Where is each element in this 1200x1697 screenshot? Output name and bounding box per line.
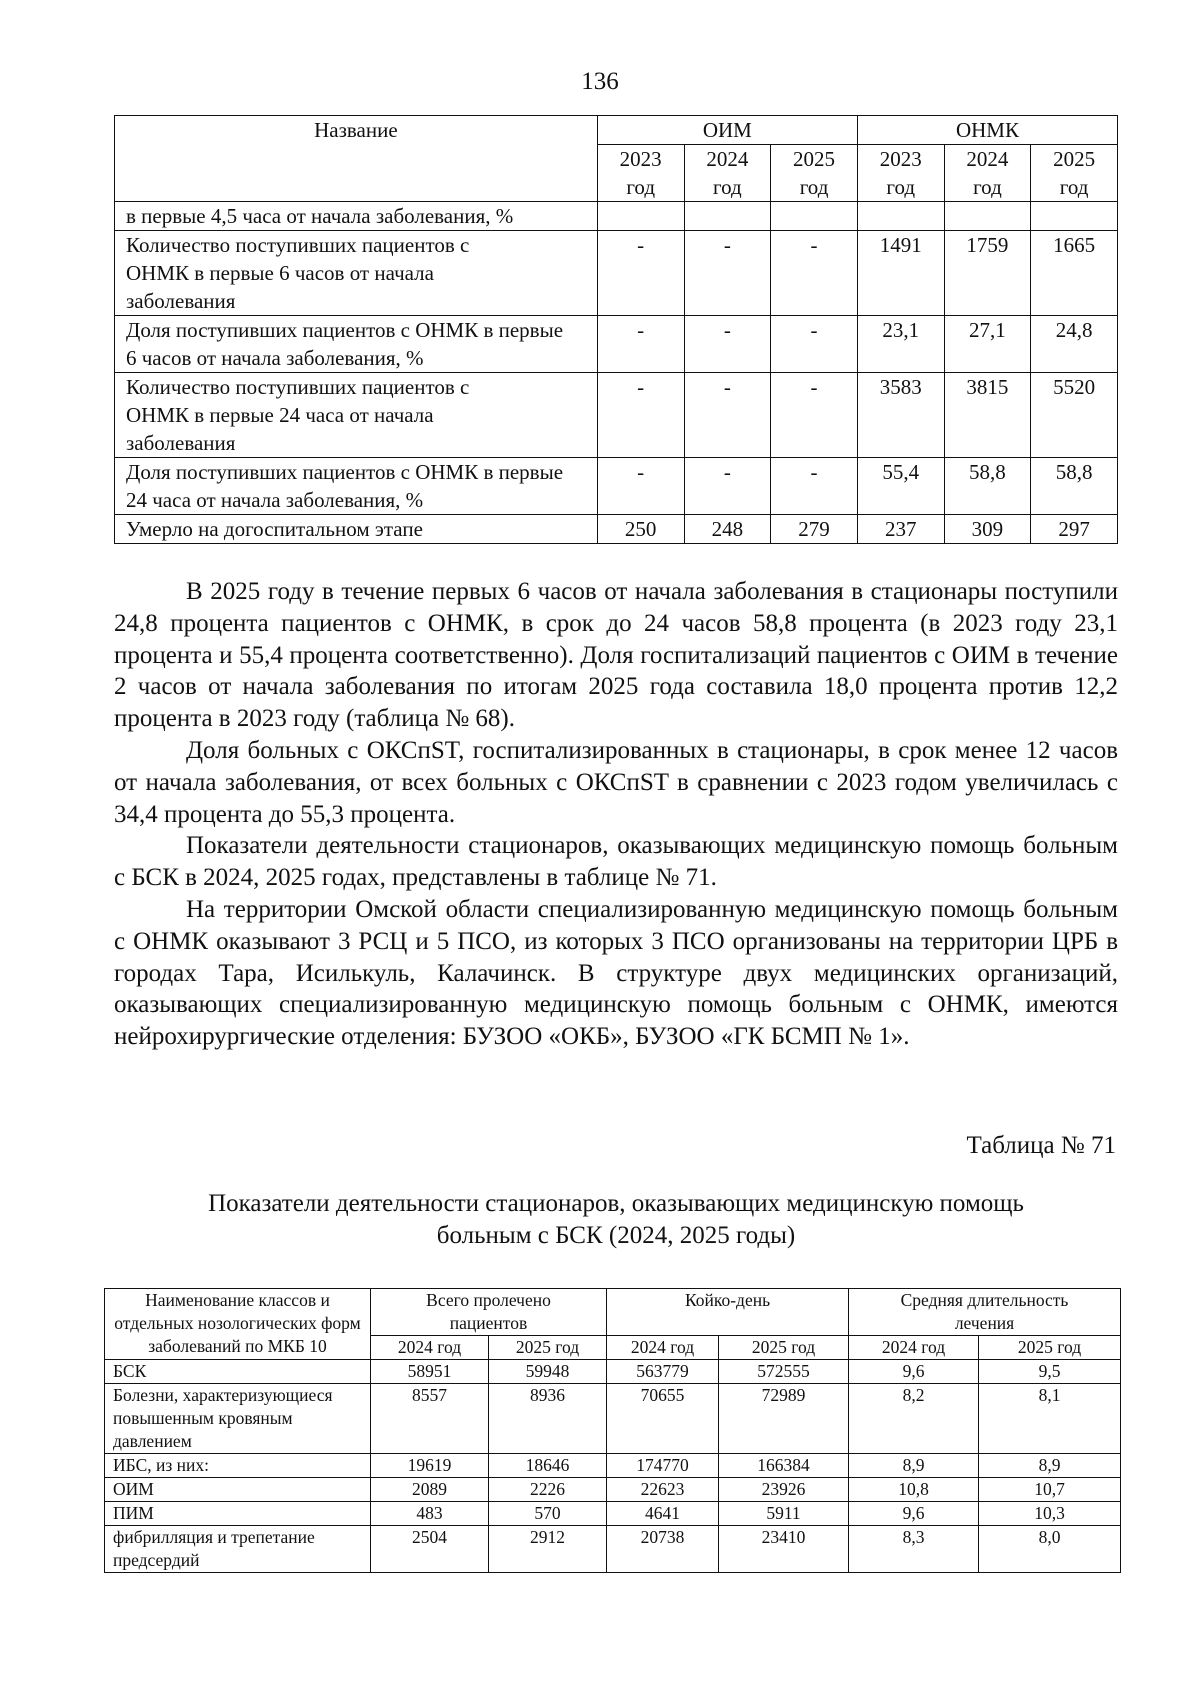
cell-value: 1759 bbox=[944, 231, 1031, 316]
cell-value: 5911 bbox=[719, 1502, 849, 1526]
table-row bbox=[105, 1502, 1121, 1526]
cell-value: - bbox=[597, 231, 684, 316]
cell-value: 297 bbox=[1031, 515, 1118, 544]
cell-value: 279 bbox=[771, 515, 858, 544]
cell-value: - bbox=[684, 373, 771, 458]
cell-value: 10,3 bbox=[979, 1502, 1121, 1526]
cell-value: 572555 bbox=[719, 1360, 849, 1384]
year-header: 2024 год bbox=[371, 1336, 489, 1360]
column-group-treated: Всего пролечено пациентов bbox=[371, 1289, 607, 1336]
cell-value: 55,4 bbox=[857, 458, 944, 515]
table-row bbox=[115, 373, 1118, 458]
cell-value: 8936 bbox=[489, 1384, 607, 1454]
table-row bbox=[115, 515, 1118, 544]
cell-value bbox=[944, 202, 1031, 231]
cell-value: 2226 bbox=[489, 1478, 607, 1502]
year-header: 2025 год bbox=[719, 1336, 849, 1360]
cell-value: 10,7 bbox=[979, 1478, 1121, 1502]
cell-value: 3815 bbox=[944, 373, 1031, 458]
table-header-row bbox=[115, 116, 1118, 145]
cell-value: 20738 bbox=[607, 1526, 719, 1573]
year-header: 2024 год bbox=[944, 145, 1031, 202]
table-row bbox=[105, 1526, 1121, 1573]
cell-value: 1491 bbox=[857, 231, 944, 316]
column-group-bed-days: Койко-день bbox=[607, 1289, 849, 1336]
row-name: в первые 4,5 часа от начала заболевания, % bbox=[115, 202, 598, 231]
cell-value bbox=[597, 202, 684, 231]
row-name: Болезни, характеризующиеся повышенным кровяным давлением bbox=[105, 1384, 371, 1454]
cell-value: - bbox=[771, 231, 858, 316]
paragraph: Показатели деятельности стационаров, оказывающих медицинскую помощь больным с БСК в 2024, 2025 годах, представлены в таблице № 71. bbox=[114, 832, 1118, 892]
cell-value: 8557 bbox=[371, 1384, 489, 1454]
cell-value: 5520 bbox=[1031, 373, 1118, 458]
cell-value: - bbox=[684, 458, 771, 515]
cell-value: - bbox=[597, 373, 684, 458]
table-row bbox=[105, 1360, 1121, 1384]
year-header: 2024 год bbox=[607, 1336, 719, 1360]
table-row bbox=[115, 316, 1118, 373]
cell-value: 2504 bbox=[371, 1526, 489, 1573]
cell-value: - bbox=[684, 231, 771, 316]
cell-value: 8,2 bbox=[849, 1384, 979, 1454]
cell-value: - bbox=[771, 316, 858, 373]
column-group-onmk: ОНМК bbox=[857, 116, 1117, 145]
cell-value bbox=[771, 202, 858, 231]
table-row bbox=[105, 1454, 1121, 1478]
cell-value: 237 bbox=[857, 515, 944, 544]
row-name: БСК bbox=[105, 1360, 371, 1384]
cell-value: 9,5 bbox=[979, 1360, 1121, 1384]
year-header: 2025 год bbox=[771, 145, 858, 202]
bsk-hospital-table bbox=[104, 1288, 1121, 1573]
cell-value: 3583 bbox=[857, 373, 944, 458]
cell-value: - bbox=[771, 373, 858, 458]
table-row bbox=[105, 1478, 1121, 1502]
row-name: Умерло на догоспитальном этапе bbox=[115, 515, 598, 544]
cell-value: 8,9 bbox=[979, 1454, 1121, 1478]
year-header: 2025 год bbox=[489, 1336, 607, 1360]
cell-value bbox=[684, 202, 771, 231]
year-header: 2023 год bbox=[857, 145, 944, 202]
year-header: 2023 год bbox=[597, 145, 684, 202]
cell-value: 27,1 bbox=[944, 316, 1031, 373]
cell-value: 9,6 bbox=[849, 1360, 979, 1384]
row-name: Количество поступивших пациентов с ОНМК в первые 24 часа от начала заболевания bbox=[115, 373, 598, 458]
cell-value: 166384 bbox=[719, 1454, 849, 1478]
cell-value: - bbox=[597, 316, 684, 373]
cell-value: 23410 bbox=[719, 1526, 849, 1573]
year-header: 2024 год bbox=[684, 145, 771, 202]
column-header-name: Название bbox=[115, 116, 598, 202]
cell-value: - bbox=[771, 458, 858, 515]
cell-value: 70655 bbox=[607, 1384, 719, 1454]
body-text bbox=[114, 576, 1118, 1053]
year-header: 2024 год bbox=[849, 1336, 979, 1360]
cell-value: 23,1 bbox=[857, 316, 944, 373]
row-name: ОИМ bbox=[105, 1478, 371, 1502]
page-number: 136 bbox=[581, 68, 619, 95]
table-row bbox=[105, 1384, 1121, 1454]
table-title bbox=[114, 1188, 1118, 1252]
cell-value: 4641 bbox=[607, 1502, 719, 1526]
cell-value: 2089 bbox=[371, 1478, 489, 1502]
cell-value: 1665 bbox=[1031, 231, 1118, 316]
cell-value: 22623 bbox=[607, 1478, 719, 1502]
column-group-oim: ОИМ bbox=[597, 116, 857, 145]
cell-value: - bbox=[684, 316, 771, 373]
cell-value: 24,8 bbox=[1031, 316, 1118, 373]
paragraph: В 2025 году в течение первых 6 часов от начала заболевания в стационары поступили 24,8 процента пациентов с ОНМК, в срок до 24 часов 58,8 процента (в 2023 году 23,1 процента и 55,4 процента соответственно). Доля госпитализаций пациентов с ОИМ в течение 2 часов от начала заболевания по итогам 2025 года составила 18,0 процента против 12,2 процента в 2023 году (таблица № 68). bbox=[114, 578, 1118, 733]
cell-value: 8,3 bbox=[849, 1526, 979, 1573]
table-label: Таблица № 71 bbox=[966, 1132, 1116, 1159]
cell-value: 8,1 bbox=[979, 1384, 1121, 1454]
year-header: 2025 год bbox=[1031, 145, 1118, 202]
cell-value: 19619 bbox=[371, 1454, 489, 1478]
cell-value: 563779 bbox=[607, 1360, 719, 1384]
cell-value: 2912 bbox=[489, 1526, 607, 1573]
cell-value: 10,8 bbox=[849, 1478, 979, 1502]
cell-value: 250 bbox=[597, 515, 684, 544]
row-name: ПИМ bbox=[105, 1502, 371, 1526]
cell-value: 72989 bbox=[719, 1384, 849, 1454]
table-row bbox=[115, 202, 1118, 231]
cell-value: 9,6 bbox=[849, 1502, 979, 1526]
cell-value: 570 bbox=[489, 1502, 607, 1526]
table-header-row bbox=[105, 1289, 1121, 1336]
cell-value: 59948 bbox=[489, 1360, 607, 1384]
cell-value: 248 bbox=[684, 515, 771, 544]
cell-value: 8,0 bbox=[979, 1526, 1121, 1573]
cell-value: 18646 bbox=[489, 1454, 607, 1478]
cell-value: 8,9 bbox=[849, 1454, 979, 1478]
cell-value bbox=[857, 202, 944, 231]
paragraph: Доля больных с ОКСпST, госпитализированных в стационары, в срок менее 12 часов от начала заболевания, от всех больных с ОКСпST в сравнении с 2023 годом увеличилась с 34,4 процента до 55,3 процента. bbox=[114, 736, 1118, 828]
table-title-line: больным с БСК (2024, 2025 годы) bbox=[436, 1222, 796, 1249]
table-row bbox=[115, 231, 1118, 316]
cell-value: 58,8 bbox=[944, 458, 1031, 515]
table-row bbox=[115, 458, 1118, 515]
column-group-duration: Средняя длительность лечения bbox=[849, 1289, 1121, 1336]
cell-value: 58951 bbox=[371, 1360, 489, 1384]
paragraph: На территории Омской области специализированную медицинскую помощь больным с ОНМК оказывают 3 РСЦ и 5 ПСО, из которых 3 ПСО организованы на территории ЦРБ в городах Тара, Исилькуль, Калачинск. В структуре двух медицинских организаций, оказывающих специализированную медицинскую помощь больным с ОНМК, имеются нейрохирургические отделения: БУЗОО «ОКБ», БУЗОО «ГК БСМП № 1». bbox=[114, 895, 1118, 1051]
cell-value: - bbox=[597, 458, 684, 515]
row-name: Доля поступивших пациентов с ОНМК в первые 24 часа от начала заболевания, % bbox=[115, 458, 598, 515]
year-header: 2025 год bbox=[979, 1336, 1121, 1360]
row-name: Доля поступивших пациентов с ОНМК в первые 6 часов от начала заболевания, % bbox=[115, 316, 598, 373]
cell-value: 309 bbox=[944, 515, 1031, 544]
column-header-name: Наименование классов и отдельных нозологических форм заболеваний по МКБ 10 bbox=[105, 1289, 371, 1360]
cell-value bbox=[1031, 202, 1118, 231]
row-name: ИБС, из них: bbox=[105, 1454, 371, 1478]
onmk-oim-table bbox=[114, 115, 1118, 544]
row-name: фибрилляция и трепетание предсердий bbox=[105, 1526, 371, 1573]
table-title-line: Показатели деятельности стационаров, оказывающих медицинскую помощь bbox=[208, 1190, 1024, 1217]
row-name: Количество поступивших пациентов с ОНМК в первые 6 часов от начала заболевания bbox=[115, 231, 598, 316]
cell-value: 483 bbox=[371, 1502, 489, 1526]
cell-value: 23926 bbox=[719, 1478, 849, 1502]
cell-value: 174770 bbox=[607, 1454, 719, 1478]
cell-value: 58,8 bbox=[1031, 458, 1118, 515]
